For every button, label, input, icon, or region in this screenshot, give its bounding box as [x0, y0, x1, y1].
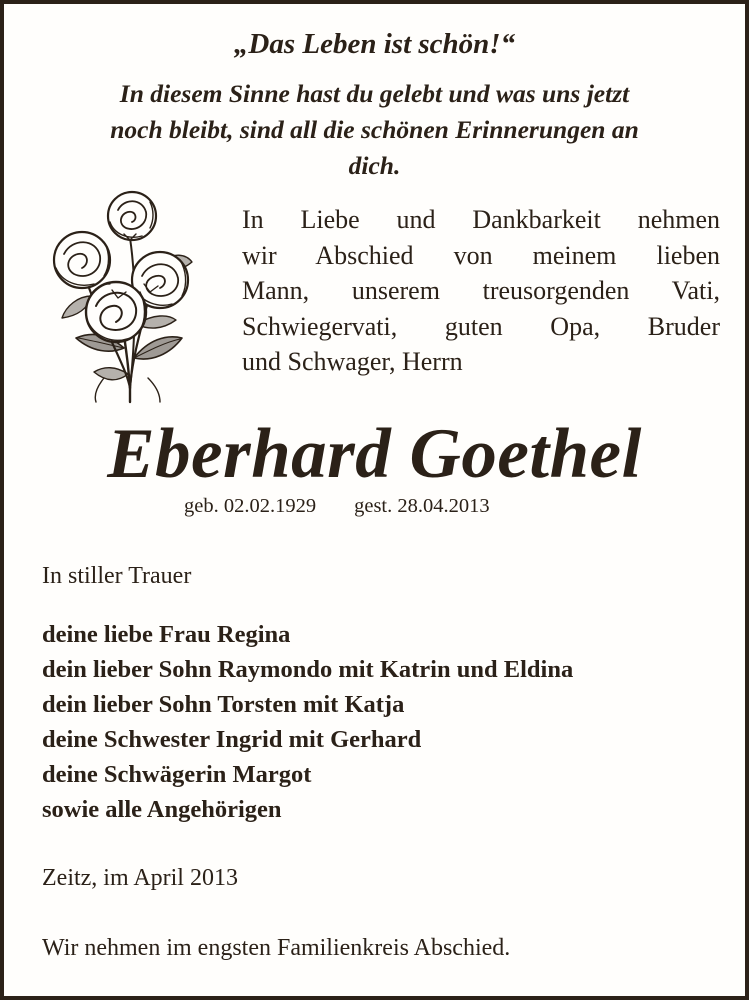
- deceased-name: Eberhard Goethel: [107, 415, 642, 493]
- birth-date: geb. 02.02.1929: [184, 495, 317, 517]
- motto-line: In diesem Sinne hast du gelebt und was uns jetzt: [119, 79, 630, 108]
- place-and-date: Zeitz, im April 2013: [42, 865, 238, 891]
- farewell-line: und Schwager, Herrn: [242, 347, 463, 376]
- death-date: gest. 28.04.2013: [354, 495, 490, 517]
- life-dates: [184, 492, 490, 520]
- mourner-item: dein lieber Sohn Raymondo mit Katrin und Eldina: [42, 656, 574, 683]
- farewell-text: [242, 202, 720, 380]
- closing-note: Wir nehmen im engsten Familienkreis Abschied.: [42, 935, 511, 961]
- motto-text: [40, 76, 709, 184]
- motto-line: noch bleibt, sind all die schönen Erinnerungen an: [110, 115, 639, 144]
- farewell-line: Schwiegervati, guten Opa, Bruder: [242, 311, 720, 341]
- farewell-line: Mann, unserem treusorgenden Vati,: [242, 276, 720, 305]
- farewell-line: In Liebe und Dankbarkeit nehmen: [242, 205, 720, 234]
- mourning-intro: In stiller Trauer: [42, 563, 192, 589]
- roses-icon: [44, 182, 196, 404]
- farewell-line: wir Abschied von meinem lieben: [242, 240, 720, 270]
- mourner-item: sowie alle Angehörigen: [42, 796, 282, 823]
- mourner-item: deine Schwägerin Margot: [42, 761, 312, 788]
- quote-heading: „Das Leben ist schön!“: [233, 28, 516, 60]
- mourners-list: [42, 617, 573, 827]
- motto-line: dich.: [348, 151, 401, 180]
- mourner-item: deine Schwester Ingrid mit Gerhard: [42, 726, 422, 753]
- mourner-item: deine liebe Frau Regina: [42, 621, 291, 648]
- mourner-item: dein lieber Sohn Torsten mit Katja: [42, 691, 405, 718]
